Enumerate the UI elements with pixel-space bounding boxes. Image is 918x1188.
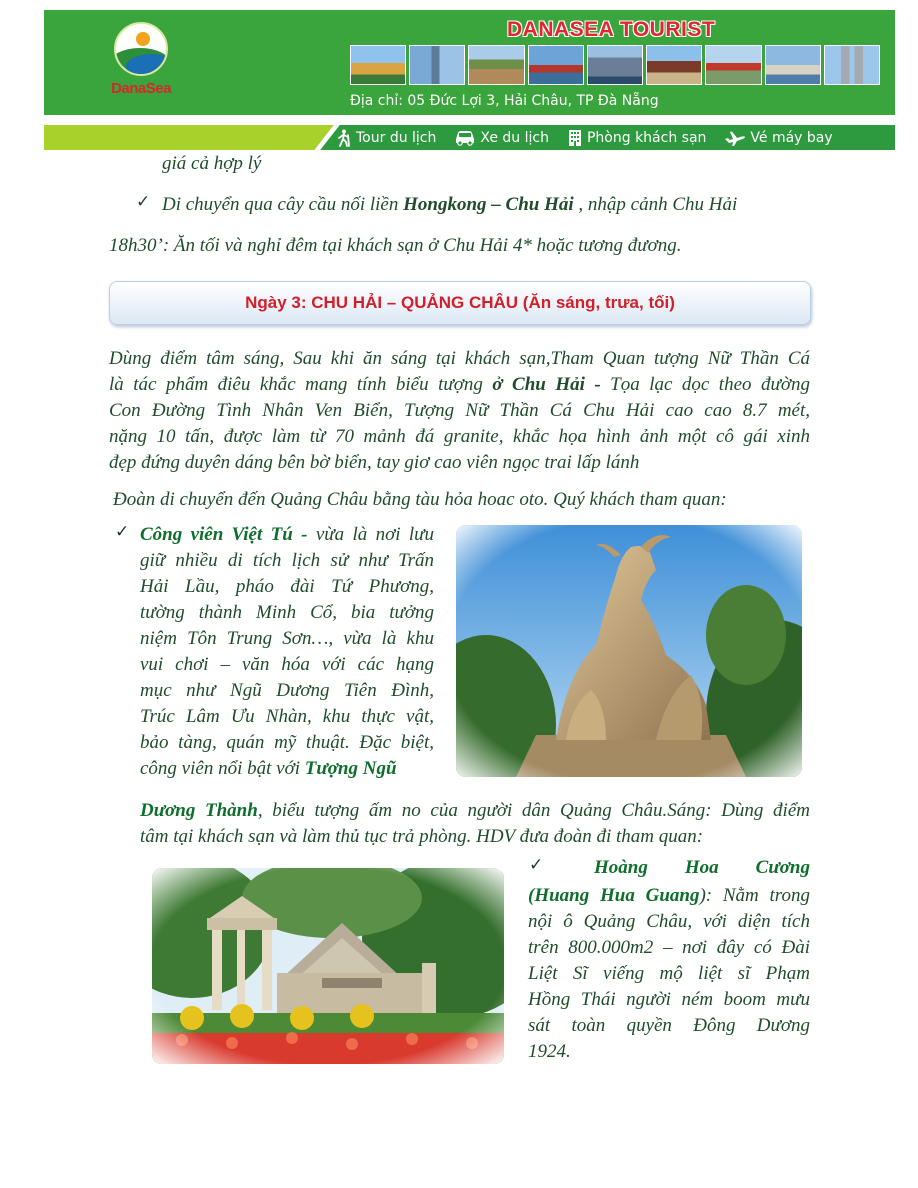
thumb-great-wall (468, 45, 524, 85)
checkmark-icon: ✓ (136, 192, 151, 212)
logo-text: DanaSea (111, 80, 171, 97)
thumb-temple (350, 45, 406, 85)
thumb-twin-towers (824, 45, 880, 85)
site-header (44, 10, 895, 115)
service-nav (44, 125, 895, 150)
nav-car[interactable] (454, 130, 549, 146)
company-address: Địa chỉ: 05 Đức Lợi 3, Hải Châu, TP Đà Nẵng (350, 93, 659, 109)
evening-schedule: 18h30’: Ăn tối và nghỉ đêm tại khách sạn ở Chu Hải 4* hoặc tương đương. (109, 235, 682, 256)
huanghuagang-title-line: Hoàng Hoa Cương (594, 857, 810, 878)
thumb-city-tower (409, 45, 465, 85)
hotel-icon (567, 129, 583, 147)
day-3-banner (109, 281, 811, 325)
line-price: giá cả hợp lý (162, 153, 262, 174)
nav-tour-label: Tour du lịch (356, 129, 437, 146)
thumb-palace (646, 45, 702, 85)
paragraph-travel-guangzhou: Đoàn di chuyển đến Quảng Châu bằng tàu hỏa hoac oto. Quý khách tham quan: (113, 489, 727, 510)
huanghuagang-text: (Huang Hua Guang): Nằm trong nội ô Quảng Châu, với diện tích trên 800.000m2 – nơi đây có Đài Liệt Sĩ viếng mộ liệt sĩ Phạm Hồng Thái người ném boom mưu sát toàn quyền Đông Dương 1924. (528, 885, 810, 1062)
hiker-icon (336, 129, 352, 147)
checkmark-icon: ✓ (115, 522, 130, 542)
nav-car-label: Xe du lịch (480, 129, 549, 146)
car-icon (454, 130, 476, 146)
yuexiu-park-text: Công viên Việt Tú - vừa là nơi lưu giữ nhiều di tích lịch sử như Trấn Hải Lầu, pháo đài Tứ Phương, tường thành Minh Cổ, bia tưởng niệm Tôn Trung Sơn…, vừa là khu vui chơi – văn hóa với các hạng mục như Ngũ Dương Tiên Đình, Trúc Lâm Ưu Nhàn, khu thực vật, bảo tàng, quán mỹ thuật. Đặc biệt, công viên nổi bật với Tượng Ngũ (140, 524, 434, 779)
nav-tour[interactable] (336, 129, 436, 147)
nav-hotel-label: Phòng khách sạn (586, 129, 707, 146)
logo-emblem (114, 22, 168, 76)
thumb-pagoda-fuji (705, 45, 761, 85)
thumb-merlion (765, 45, 821, 85)
checkmark-icon: ✓ (529, 855, 544, 875)
paragraph-mermaid-statue: Dùng điểm tâm sáng, Sau khi ăn sáng tại khách sạn,Tham Quan tượng Nữ Thần Cá là tác phẩm điêu khắc mang tính biểu tượng ở Chu Hải - Tọa lạc dọc theo đường Con Đường Tình Nhân Ven Biển, Tượng Nữ Thần Cá Chu Hải cao cao 8.7 mét, nặng 10 tấn, được làm từ 70 mảnh đá granite, khắc họa hình ảnh một cô gái xinh đẹp đứng duyên dáng bên bờ biển, tay giơ cao viên ngọc trai lấp lánh (109, 348, 810, 473)
nav-hotel[interactable] (567, 129, 706, 147)
brand-name: DANASEA TOURIST (507, 18, 716, 41)
huanghuagang-memorial-photo (152, 868, 504, 1064)
thumb-skyline (587, 45, 643, 85)
bullet-move-hongkong: Di chuyển qua cây cầu nối liền Hongkong – Chu Hải , nhập cảnh Chu Hải (162, 194, 738, 215)
yuexiu-park-text-cont: Dương Thành, biểu tượng ấm no của người dân Quảng Châu.Sáng: Dùng điểm tâm tại khách sạn và làm thủ tục trả phòng. HDV đưa đoàn đi tham quan: (140, 800, 810, 847)
danasea-logo[interactable] (96, 18, 186, 108)
five-rams-statue-photo (456, 525, 802, 777)
nav-flight[interactable] (724, 130, 832, 146)
thumb-junk-boat (528, 45, 584, 85)
airplane-icon (724, 130, 746, 146)
nav-flight-label: Vé máy bay (750, 129, 833, 146)
day-3-title: Ngày 3: CHU HẢI – QUẢNG CHÂU (Ăn sáng, trưa, tối) (245, 293, 675, 312)
destination-thumbnails (350, 45, 880, 85)
